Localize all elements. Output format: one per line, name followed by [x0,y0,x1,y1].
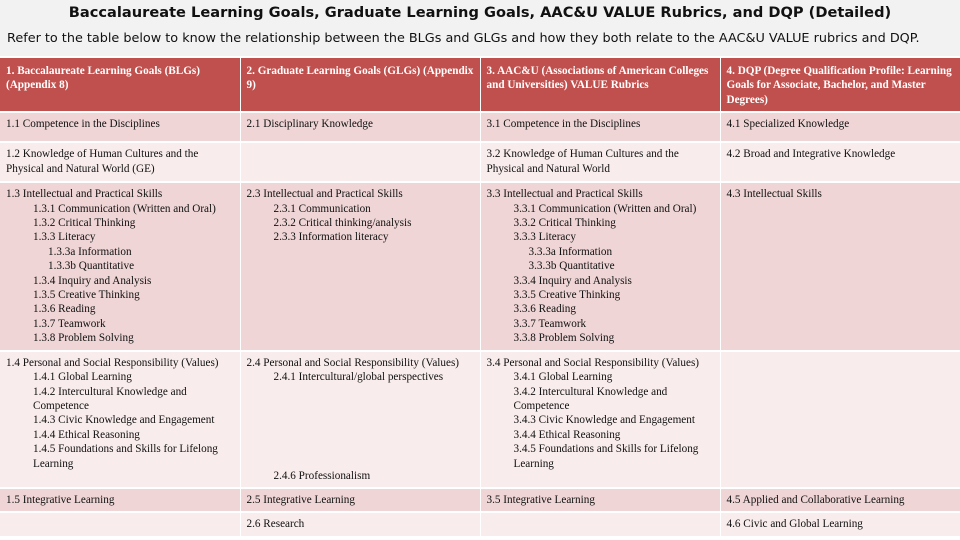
list-item: 3.4.1 Global Learning [513,371,613,384]
list-item: 1.3.3a Information [48,245,132,258]
list-item: 3.3.3 Literacy [513,231,576,244]
list-item: 3.4.5 Foundations and Skills for Lifelong Learning [513,443,699,470]
table-row [0,488,960,512]
list-item: 1.4.4 Ethical Reasoning [33,428,140,441]
cell-dqp: 4.3 Intellectual Skills [720,182,960,350]
column-header-glg: 2. Graduate Learning Goals (GLGs) (Appendix 9) [240,58,480,112]
table-row [0,112,960,142]
column-header-blg: 1. Baccalaureate Learning Goals (BLGs) (Appendix 8) [0,58,240,112]
list-item: 3.3.7 Teamwork [513,317,587,330]
list-item: 1.3.6 Reading [33,303,96,316]
cell-glg [240,351,480,488]
list-item: 1.3.5 Creative Thinking [33,289,140,302]
cell-glg: 2.6 Research [240,512,480,536]
list-item: 2.3.1 Communication [273,202,371,215]
list-heading: 3.4 Personal and Social Responsibility (Values) [486,356,700,369]
list-item: 3.3.1 Communication (Written and Oral) [513,202,697,215]
list-heading: 2.3 Intellectual and Practical Skills [246,188,403,201]
list-heading: 1.3 Intellectual and Practical Skills [6,188,163,201]
page-subtitle: Refer to the table below to know the relationship between the BLGs and GLGs and how they both relate to the AAC&U VALUE rubrics and DQP. [7,31,920,46]
cell-dqp [720,351,960,488]
list-item: 3.3.3b Quantitative [528,260,615,273]
list-item: 1.3.7 Teamwork [33,317,106,330]
list-item: 3.4.3 Civic Knowledge and Engagement [513,414,695,427]
cell-glg [240,182,480,350]
cell-dqp: 4.5 Applied and Collaborative Learning [720,488,960,512]
cell-blg [0,351,240,488]
cell-blg [0,512,240,536]
list-item: 3.3.3a Information [528,245,613,258]
table-row [0,351,960,488]
goals-table [0,58,960,538]
cell-dqp: 4.1 Specialized Knowledge [720,112,960,142]
list-item: 3.3.2 Critical Thinking [513,217,616,230]
list-item: 3.3.5 Creative Thinking [513,289,621,302]
list-heading: 3.3 Intellectual and Practical Skills [486,188,643,201]
cell-aacu [480,351,720,488]
table-row [0,182,960,350]
list-item: 1.3.3b Quantitative [48,260,135,273]
cell-glg: 2.1 Disciplinary Knowledge [240,112,480,142]
list-heading: 2.4 Personal and Social Responsibility (Values) [246,356,460,369]
list-item: 2.4.1 Intercultural/global perspectives [273,371,444,384]
cell-aacu: 3.5 Integrative Learning [480,488,720,512]
list-item: 2.3.2 Critical thinking/analysis [273,217,412,230]
list-item: 1.4.1 Global Learning [33,371,132,384]
cell-blg: 1.5 Integrative Learning [0,488,240,512]
list-item: 3.4.2 Intercultural Knowledge and Competence [513,385,668,412]
list-item: 2.3.3 Information literacy [273,231,389,244]
list-heading: 1.4 Personal and Social Responsibility (Values) [6,356,219,369]
list-item: 1.3.8 Problem Solving [33,332,134,345]
list-item: 1.4.3 Civic Knowledge and Engagement [33,414,215,427]
title-bar [0,0,960,56]
list-item: 3.3.6 Reading [513,303,576,316]
cell-blg: 1.2 Knowledge of Human Cultures and the Physical and Natural World (GE) [0,142,240,182]
list-item: 1.3.2 Critical Thinking [33,217,136,230]
table-header-row [0,58,960,112]
list-item: 1.3.4 Inquiry and Analysis [33,274,152,287]
cell-blg: 1.1 Competence in the Disciplines [0,112,240,142]
cell-glg: 2.5 Integrative Learning [240,488,480,512]
list-item: 1.3.1 Communication (Written and Oral) [33,202,216,215]
cell-dqp: 4.6 Civic and Global Learning [720,512,960,536]
list-item: 1.4.5 Foundations and Skills for Lifelong Learning [33,443,218,470]
cell-aacu [480,512,720,536]
column-header-dqp: 4. DQP (Degree Qualification Profile: Learning Goals for Associate, Bachelor, and Master Degrees) [720,58,960,112]
page-title: Baccalaureate Learning Goals, Graduate Learning Goals, AAC&U VALUE Rubrics, and DQP (Detailed) [68,4,892,21]
cell-aacu [480,182,720,350]
cell-dqp: 4.2 Broad and Integrative Knowledge [720,142,960,182]
list-item: 2.4.6 Professionalism [273,469,371,482]
table-row [0,142,960,182]
cell-glg [240,142,480,182]
column-header-aacu: 3. AAC&U (Associations of American Colleges and Universities) VALUE Rubrics [480,58,720,112]
cell-aacu: 3.1 Competence in the Disciplines [480,112,720,142]
cell-blg [0,182,240,350]
list-item: 3.4.4 Ethical Reasoning [513,428,621,441]
list-item: 3.3.8 Problem Solving [513,332,615,345]
list-item: 1.3.3 Literacy [33,231,96,244]
list-item: 1.4.2 Intercultural Knowledge and Competence [33,385,187,412]
cell-aacu: 3.2 Knowledge of Human Cultures and the Physical and Natural World [480,142,720,182]
table-row [0,512,960,536]
list-item: 3.3.4 Inquiry and Analysis [513,274,632,287]
